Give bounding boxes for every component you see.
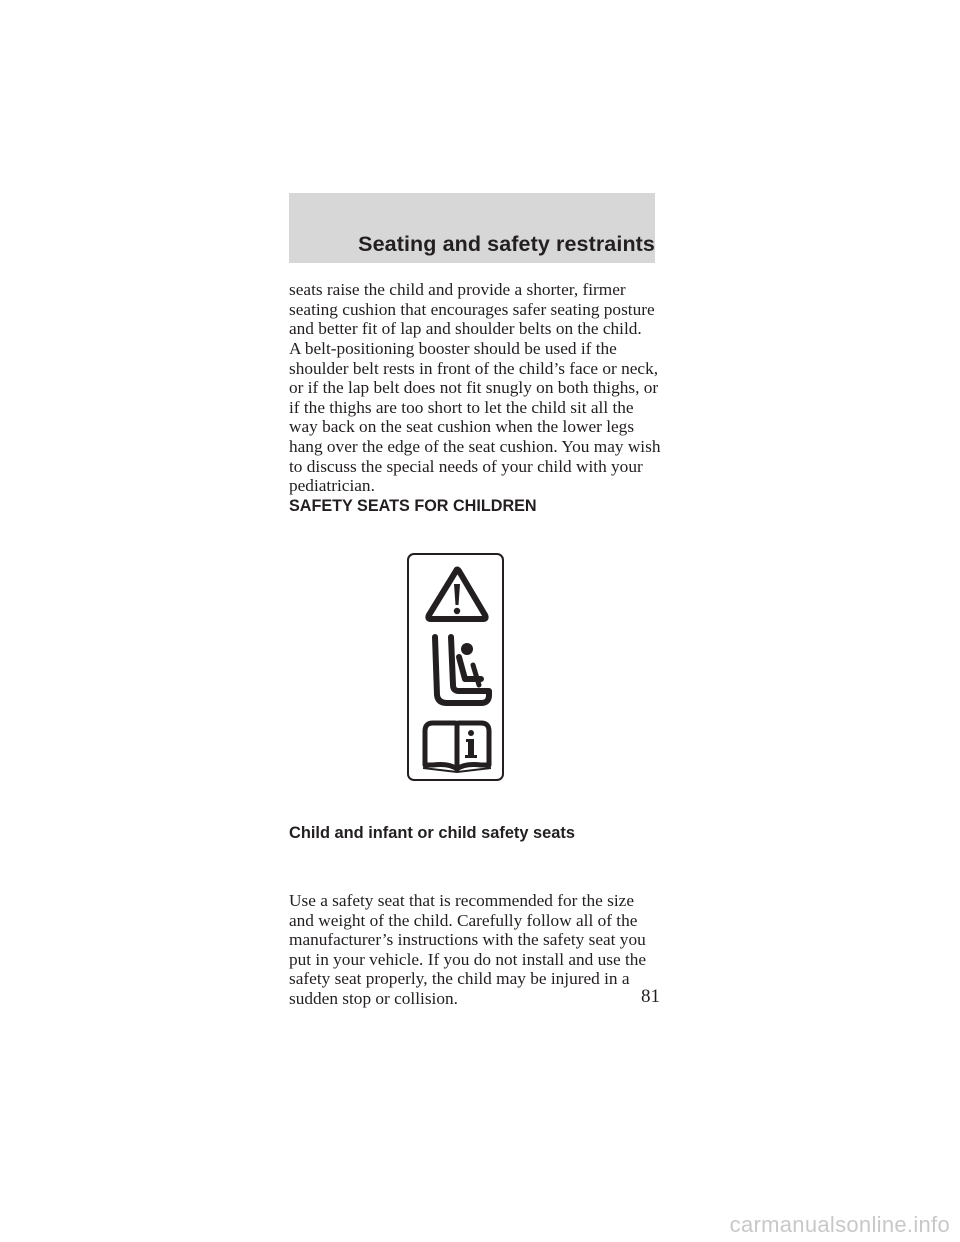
warning-symbol-panel: [407, 553, 504, 781]
site-watermark: carmanualsonline.info: [729, 1212, 950, 1237]
owner-manual-icon: [423, 723, 491, 773]
child-seat-icon: [435, 637, 489, 703]
heading-safety-seats-for-children: SAFETY SEATS FOR CHILDREN: [289, 497, 537, 515]
paragraph-belt-positioning-booster: A belt-positioning booster should be used if the shoulder belt rests in front of the child’s face or neck, or if the lap belt does not fit snugly on both thighs, or if the thighs are too short to let the child sit all the way back on the seat cushion when the lower legs hang over the edge of the seat cushion. You may wish to discuss the special needs of your child with your pediatrician.: [289, 339, 661, 496]
section-header-band: [289, 193, 655, 263]
heading-child-infant-safety-seats: Child and infant or child safety seats: [289, 824, 575, 842]
paragraph-booster-seats: seats raise the child and provide a shorter, firmer seating cushion that encourages safer seating posture and better fit of lap and shoulder belts on the child.: [289, 280, 655, 339]
warning-triangle-icon: [428, 570, 485, 620]
paragraph-use-safety-seat: Use a safety seat that is recommended for the size and weight of the child. Carefully follow all of the manufacturer’s instructions with the safety seat you put in your vehicle. If you do not install and use the safety seat properly, the child may be injured in a sudden stop or collision.: [289, 891, 647, 1008]
page-number: 81: [641, 986, 660, 1007]
section-title: Seating and safety restraints: [358, 232, 655, 256]
